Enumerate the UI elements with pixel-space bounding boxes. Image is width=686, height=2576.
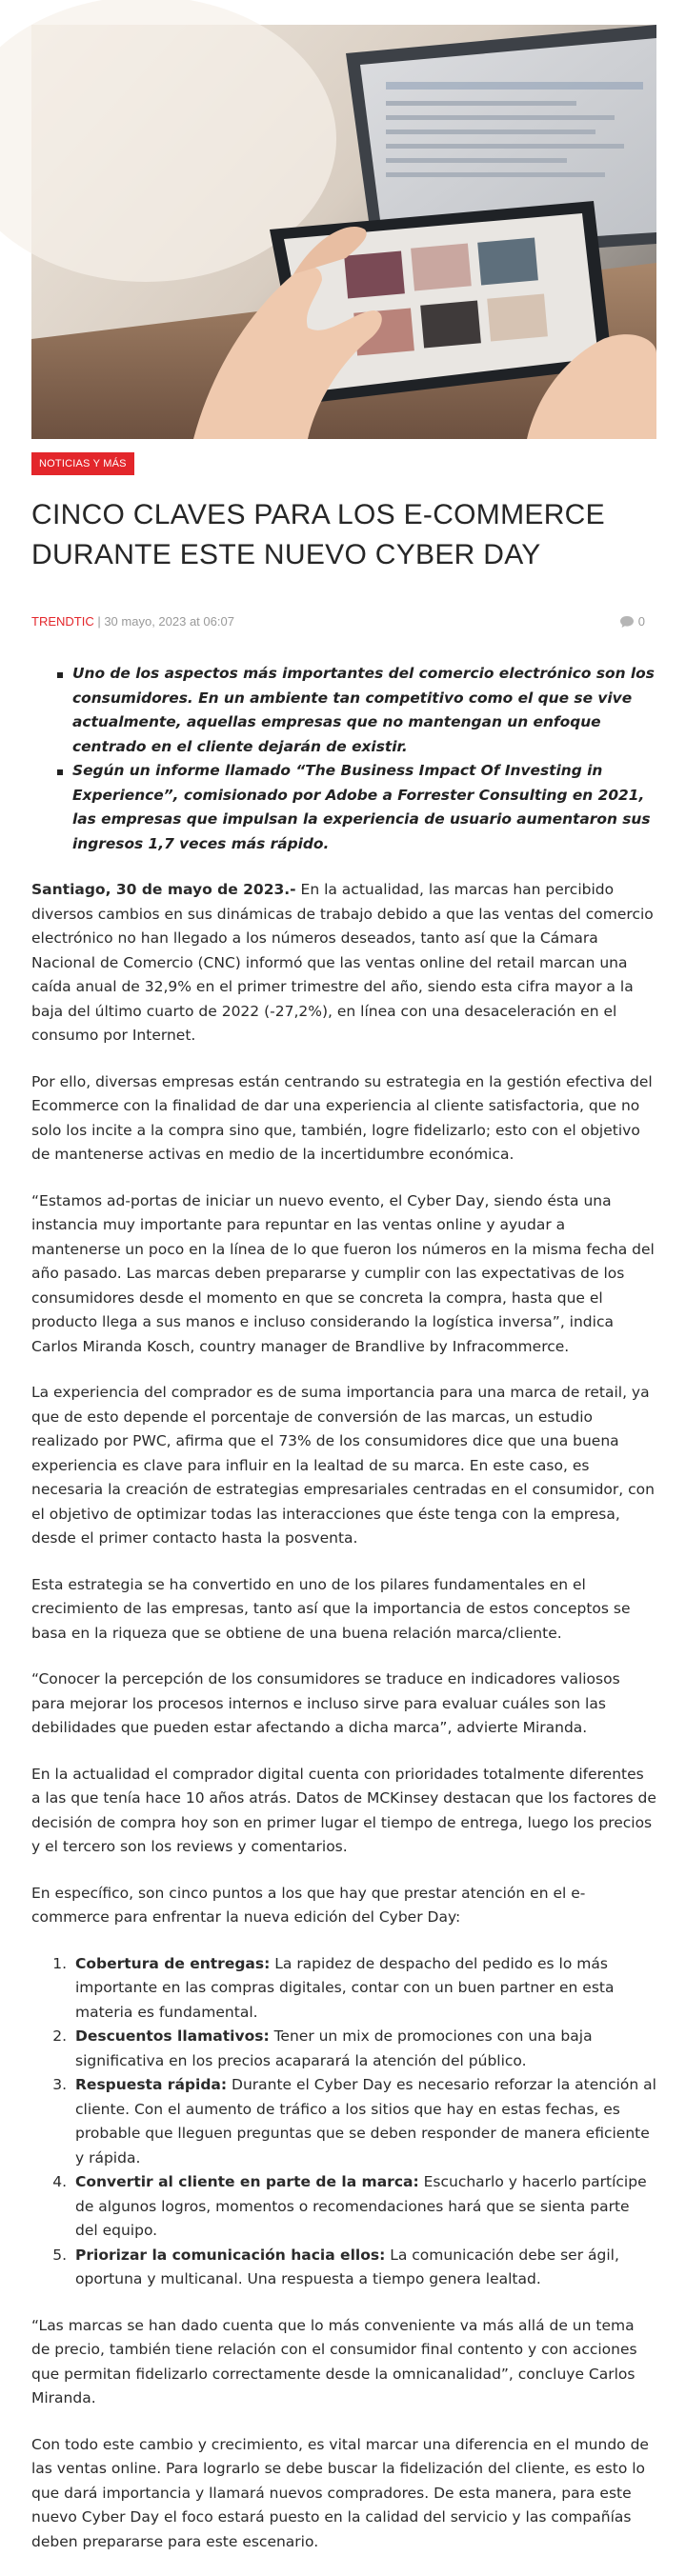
body-paragraph: “Estamos ad-portas de iniciar un nuevo evento, el Cyber Day, siendo ésta una instancia muy importante para repuntar en las ventas online y ayudar a mantenerse un poco en la línea de lo que fueron los números en la misma fecha del año pasado. Las marcas deben prepararse y cumplir con las expectativas de los consumidores desde el momento en que se concreta la compra, hasta que el producto llega a sus manos e incluso considerando la logística inversa”, indica Carlos Miranda Kosch, country manager de Brandlive by Infracommerce. [31, 1191, 655, 1355]
body-paragraph: En específico, son cinco puntos a los que hay que prestar atención en el e-commerce para enfrentar la nueva edición del Cyber Day: [31, 1884, 586, 1926]
article-body [31, 662, 656, 2576]
key-label: Priorizar la comunicación hacia ellos: [75, 2246, 386, 2264]
key-label: Cobertura de entregas: [75, 1954, 271, 1972]
key-text: Tener un mix de promociones con una baja significativa en los precios acaparará la atención del público. [75, 2027, 593, 2069]
publish-date: 30 mayo, 2023 at 06:07 [104, 614, 234, 629]
key-label: Descuentos llamativos: [75, 2027, 270, 2045]
author-link[interactable]: TRENDTIC [31, 614, 94, 629]
body-paragraph: Esta estrategia se ha convertido en uno de los pilares fundamentales en el crecimiento de las empresas, tanto así que la importancia de estos conceptos se basa en la riqueza que se obtiene de una buena relación marca/cliente. [31, 1575, 631, 1642]
key-item [71, 1952, 656, 2026]
comment-icon [619, 615, 635, 629]
body-paragraph: La experiencia del comprador es de suma importancia para una marca de retail, ya que de esto depende el porcentaje de conversión de las marcas, un estudio realizado por PWC, afirma que el 73% de los consumidores dice que una buena experiencia es clave para influir en la lealtad de su marca. En este caso, es necesaria la creación de estrategias empresariales centradas en el consumidor, con el objetivo de optimizar todas las interacciones que éste tenga con la empresa, desde el primer contacto hasta la posventa. [31, 1384, 655, 1547]
key-item [71, 2170, 656, 2244]
key-text: Escucharlo y hacerlo partícipe de algunos logros, momentos o recomendaciones hará que se sienta parte del equipo. [75, 2173, 647, 2239]
intro-paragraph [31, 878, 656, 1048]
hero-image [31, 25, 656, 439]
highlight-item: Según un informe llamado “The Business Impact Of Investing in Experience”, comisionado por Adobe a Forrester Consulting en 2021, las empresas que impulsan la experiencia de usuario aumentaron sus ingresos 1,7 veces más rápido. [57, 759, 656, 856]
key-text: La comunicación debe ser ágil, oportuna y multicanal. Una respuesta a tiempo genera lealtad. [75, 2246, 619, 2287]
body-paragraph: “Las marcas se han dado cuenta que lo más conveniente va más allá de un tema de precio, también tiene relación con el consumidor final contento y con acciones que permitan fidelizarlo correctamente desde la omnicanalidad”, concluye Carlos Miranda. [31, 2316, 637, 2406]
key-item [71, 2025, 656, 2073]
highlight-item: Uno de los aspectos más importantes del comercio electrónico son los consumidores. En un ambiente tan competitivo como el que se vive actualmente, aquellas empresas que no mantengan un enfoque centrado en el cliente dejarán de existir. [57, 662, 656, 759]
comments-count-link[interactable] [619, 612, 645, 631]
key-label: Convertir al cliente en parte de la marca: [75, 2173, 419, 2190]
article-title: CINCO CLAVES PARA LOS E-COMMERCE DURANTE ESTE NUEVO CYBER DAY [31, 499, 605, 570]
body-paragraph: Con todo este cambio y crecimiento, es vital marcar una diferencia en el mundo de las ventas online. Para lograrlo se debe buscar la fidelización del cliente, es esto lo que dará importancia y llamará nuevos compradores. De esta manera, para este nuevo Cyber Day el foco estará puesto en la calidad del servicio y las compañías deben prepararse para este escenario. [31, 2435, 649, 2550]
keys-list [71, 1952, 656, 2292]
highlights-list [57, 662, 656, 856]
article-meta [31, 612, 656, 631]
intro-text: En la actualidad, las marcas han percibido diversos cambios en sus dinámicas de trabajo debido a que las ventas del comercio electrónico no han llegado a los números deseados, tanto así que la Cámara Nacional de Comercio (CNC) informó que las ventas online del retail marcan una caída anual de 32,9% en el primer trimestre del año, siendo esta cifra mayor a la baja del último cuarto de 2022 (-27,2%), en línea con una desaceleración en el consumo por Internet. [31, 881, 654, 1044]
comments-count: 0 [637, 614, 645, 629]
key-text: La rapidez de despacho del pedido es lo más importante en las compras digitales, contar con un buen partner en esta materia es fundamental. [75, 1954, 615, 2021]
meta-separator: | [93, 614, 105, 629]
key-text: Durante el Cyber Day es necesario reforzar la atención al cliente. Con el aumento de tráfico a los sitios que hay en estas fechas, es probable que lleguen preguntas que se deben responder de manera eficiente y rápida. [75, 2076, 656, 2167]
key-item [71, 2244, 656, 2292]
key-label: Respuesta rápida: [75, 2076, 228, 2093]
dateline: Santiago, 30 de mayo de 2023.- [31, 881, 296, 898]
key-item [71, 2073, 656, 2170]
body-paragraph: En la actualidad el comprador digital cuenta con prioridades totalmente diferentes a las que tenía hace 10 años atrás. Datos de MCKinsey destacan que los factores de decisión de compra hoy son en primer lugar el tiempo de entrega, luego los precios y el tercero son los reviews y comentarios. [31, 1765, 656, 1855]
body-paragraph: Por ello, diversas empresas están centrando su estrategia en la gestión efectiva del Ecommerce con la finalidad de dar una experiencia al cliente satisfactoria, que no solo los incite a la compra sino que, también, logre fidelizarlo; esto con el objetivo de mantenerse activas en medio de la incertidumbre económica. [31, 1072, 653, 1163]
body-paragraph: “Conocer la percepción de los consumidores se traduce en indicadores valiosos para mejorar los procesos internos e incluso sirve para evaluar cuáles son las debilidades que pueden estar afectando a dicha marca”, advierte Miranda. [31, 1670, 620, 1736]
category-badge[interactable]: NOTICIAS Y MÁS [31, 452, 134, 475]
